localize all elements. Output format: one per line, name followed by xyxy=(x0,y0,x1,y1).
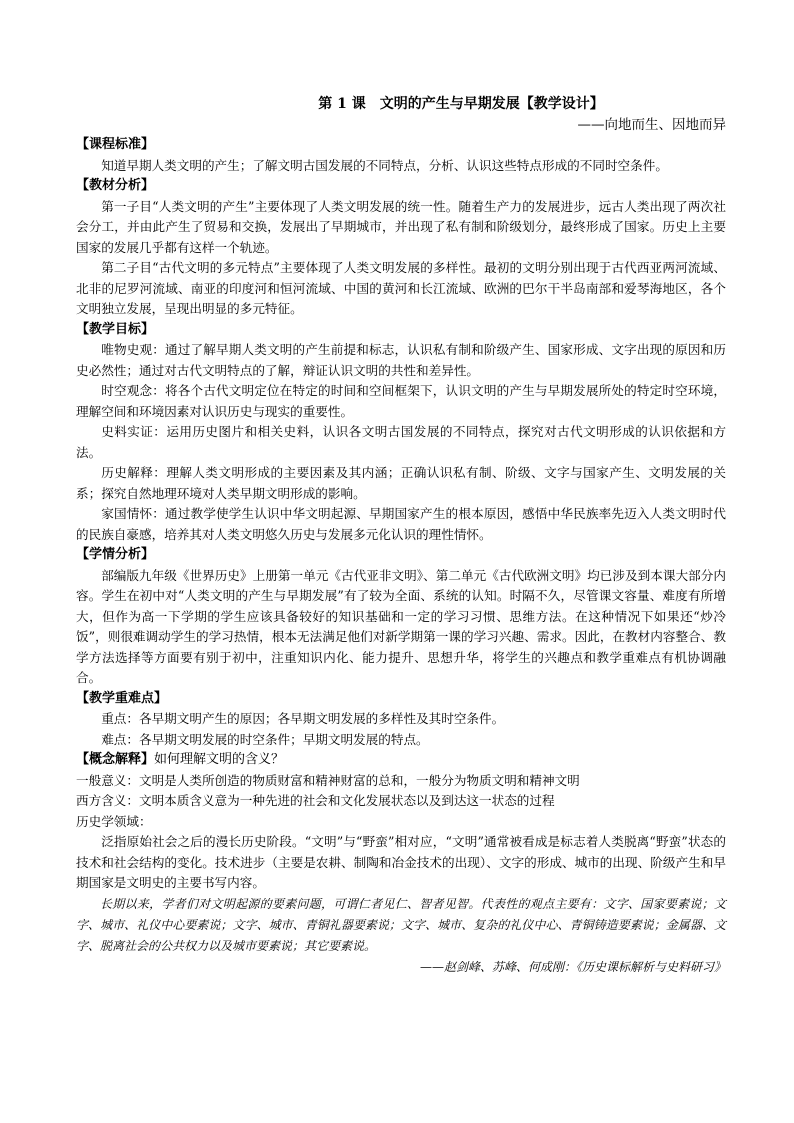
section-heading-learners: 【学情分析】 xyxy=(76,547,155,562)
concept-western: 西方含义：文明本质含义意为一种先进的社会和文化发展状态以及到达这一状态的过程 xyxy=(76,793,555,808)
concept-general: 一般意义：文明是人类所创造的物质财富和精神财富的总和，一般分为物质文明和精神文明 xyxy=(76,772,580,788)
goal-patriotism: 家国情怀：通过教学使学生认识中华文明起源、早期国家产生的根本原因，感悟中华民族率先迈入人类文明时代的民族自豪感，培养其对人类文明悠久历史与发展多元化认识的理性情怀。 xyxy=(76,506,726,542)
standard-paragraph: 知道早期人类文明的产生；了解文明古国发展的不同特点，分析、认识这些特点形成的不同时空条件。 xyxy=(101,157,668,173)
textbook-paragraph-1: 第一子目“人类文明的产生”主要体现了人类文明发展的统一性。随着生产力的发展进步，远古人类出现了两次社会分工，并由此产生了贸易和交换，发展出了早期城市，并出现了私有制和阶级划分，最终形成了国家。历史上主要国家的发展几乎都有这样一个轨迹。 xyxy=(76,198,726,255)
concept-quote: 长期以来，学者们对文明起源的要素问题，可谓仁者见仁、智者见智。代表性的观点主要有：文字、国家要素说；文字、城市、礼仪中心要素说；文字、城市、青铜礼器要素说；文字、城市、复杂的礼仪中心、青铜铸造要素说；金属器、文字、脱离社会的公共权力以及城市要素说；其它要素说。 xyxy=(76,896,726,953)
section-heading-keypoints: 【教学重难点】 xyxy=(76,690,168,706)
page-subtitle: ——向地而生、因地而异 xyxy=(577,117,726,133)
document-page xyxy=(76,93,726,978)
goal-materialism: 唯物史观：通过了解早期人类文明的产生前提和标志，认识私有制和阶级产生、国家形成、文字出现的原因和历史必然性；通过对古代文明特点的了解，辩证认识文明的共性和差异性。 xyxy=(76,342,726,378)
page-title: 第 1 课 文明的产生与早期发展【教学设计】 xyxy=(318,96,604,112)
concept-question: 如何理解文明的含义？ xyxy=(154,752,285,767)
textbook-paragraph-2: 第二子目“古代文明的多元特点”主要体现了人类文明发展的多样性。最初的文明分别出现于古代西亚两河流域、北非的尼罗河流域、南亚的印度河和恒河流域、中国的黄河和长江流域、欧洲的巴尔干半岛南部和爱琴海地区，各个文明独立发展，呈现出明显的多元特征。 xyxy=(76,260,726,316)
section-heading-textbook: 【教材分析】 xyxy=(76,178,155,193)
goal-evidence: 史料实证：运用历史图片和相关史料，认识各文明古国发展的不同特点，探究对古代文明形成的认识依据和方法。 xyxy=(76,424,726,460)
goal-interpretation: 历史解释：理解人类文明形成的主要因素及其内涵；正确认识私有制、阶级、文字与国家产生、文明发展的关系；探究自然地理环境对人类早期文明形成的影响。 xyxy=(76,465,726,501)
section-heading-standard: 【课程标准】 xyxy=(76,137,155,152)
keypoint-difficulty: 难点：各早期文明发展的时空条件；早期文明发展的特点。 xyxy=(101,731,429,747)
learners-paragraph: 部编版九年级《世界历史》上册第一单元《古代亚非文明》、第二单元《古代欧洲文明》均已涉及到本课大部分内容。学生在初中对“人类文明的产生与早期发展”有了较为全面、系统的认知。时隔不久，尽管课文容量、难度有所增大，但作为高一下学期的学生应该具备较好的知识基础和一定的学习习惯、思维方法。在这种情况下如果还“炒冷饭”，则很难调动学生的学习热情，根本无法满足他们对新学期第一课的学习兴趣、需求。因此，在教材内容整合、教学方法选择等方面要有别于初中，注重知识内化、能力提升、思想升华，将学生的兴趣点和教学重难点有机协调融合。 xyxy=(76,567,726,685)
concept-history-text: 泛指原始社会之后的漫长历史阶段。“文明”与“野蛮”相对应，“文明”通常被看成是标志着人类脱离“野蛮”状态的技术和社会结构的变化。技术进步（主要是农耕、制陶和冶金技术的出现）、文字的形成、城市的出现、阶级产生和早期国家是文明史的主要书写内容。 xyxy=(76,834,726,890)
concept-quote-source: ——赵剑峰、苏峰、何成刚：《历史课标解析与史料研习》 xyxy=(419,959,726,974)
section-heading-goals: 【教学目标】 xyxy=(76,321,155,337)
goal-spacetime: 时空观念：将各个古代文明定位在特定的时间和空间框架下，认识文明的产生与早期发展所处的特定时空环境，理解空间和环境因素对认识历史与现实的重要性。 xyxy=(76,383,726,419)
concept-history-label: 历史学领域： xyxy=(76,813,152,829)
concept-heading-label: 【概念解释】 xyxy=(76,752,155,767)
section-heading-concept xyxy=(76,750,726,771)
keypoint-focus: 重点：各早期文明产生的原因；各早期文明发展的多样性及其时空条件。 xyxy=(101,711,505,726)
